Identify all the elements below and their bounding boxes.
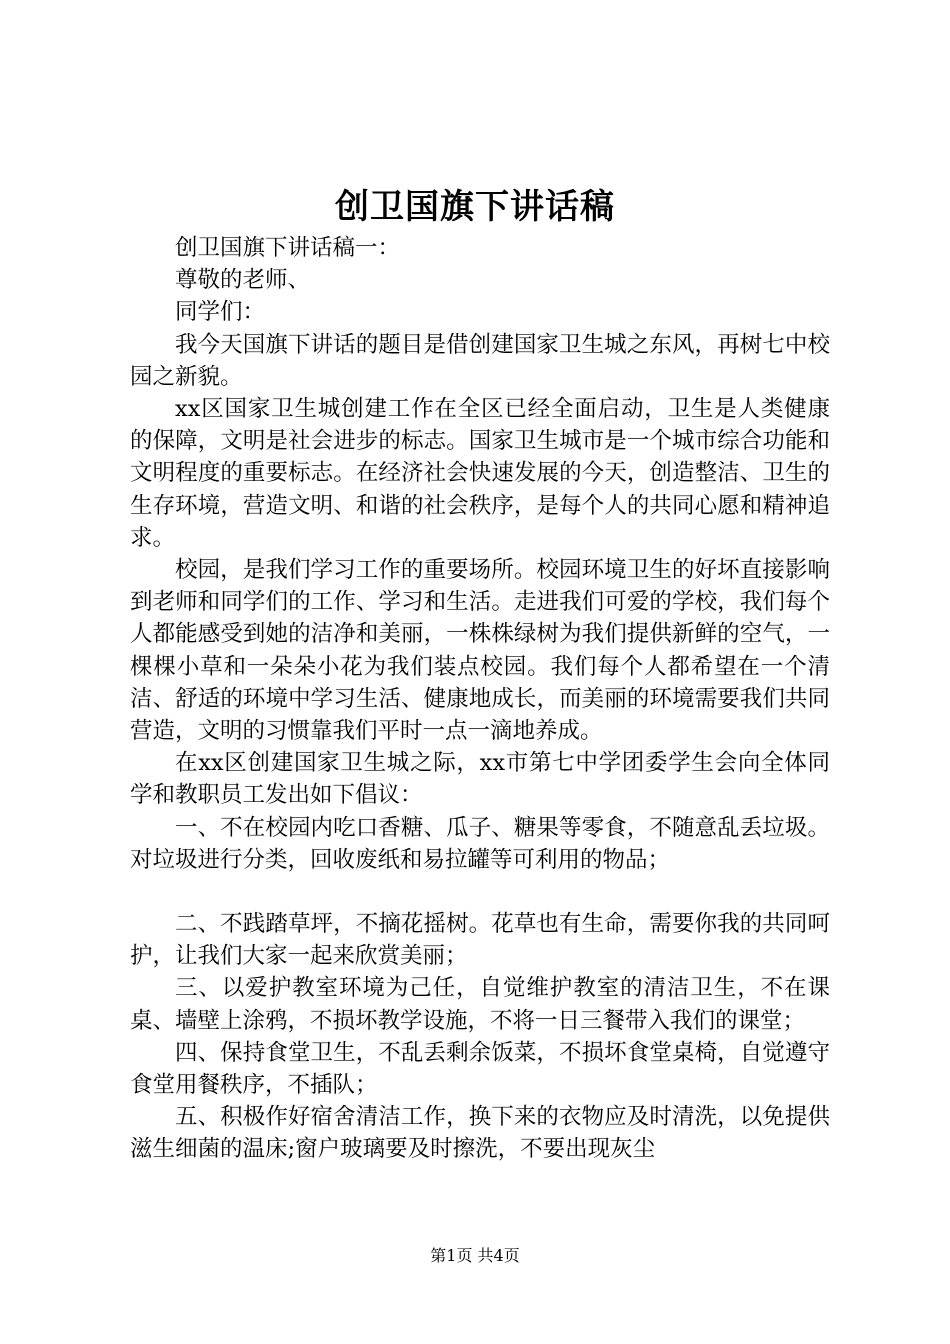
paragraph-item-4: 四、保持食堂卫生，不乱丢剩余饭菜，不损坏食堂桌椅，自觉遵守食堂用餐秩序，不插队； <box>130 1039 830 1099</box>
blank-line <box>130 876 830 908</box>
document-title: 创卫国旗下讲话稿 <box>335 187 615 227</box>
paragraph-proposal: 在xx区创建国家卫生城之际，xx市第七中学团委学生会向全体同学和教职员工发出如下倡议： <box>130 750 830 809</box>
paragraph-item-5: 五、积极作好宿舍清洁工作，换下来的衣物应及时清洗，以免提供滋生细菌的温床;窗户玻璃要及时擦洗，不要出现灰尘 <box>130 1104 830 1163</box>
paragraph-intro: xx区国家卫生城创建工作在全区已经全面启动，卫生是人类健康的保障，文明是社会进步的标志。国家卫生城市是一个城市综合功能和文明程度的重要标志。在经济社会快速发展的今天，创造整洁、卫生的生存环境，营造文明、和谐的社会秩序，是每个人的共同心愿和精神追求。 <box>130 396 830 551</box>
document-body <box>130 232 830 1166</box>
page-footer: 第1页 共4页 <box>430 1246 520 1265</box>
paragraph-campus: 校园，是我们学习工作的重要场所。校园环境卫生的好坏直接影响到老师和同学们的工作、学习和生活。走进我们可爱的学校，我们每个人都能感受到她的洁净和美丽，一株株绿树为我们提供新鲜的空气，一棵棵小草和一朵朵小花为我们装点校园。我们每个人都希望在一个清洁、舒适的环境中学习生活、健康地成长，而美丽的环境需要我们共同营造，文明的习惯靠我们平时一点一滴地养成。 <box>130 557 830 745</box>
paragraph-heading: 创卫国旗下讲话稿一： <box>175 235 401 261</box>
paragraph-item-1: 一、不在校园内吃口香糖、瓜子、糖果等零食，不随意乱丢垃圾。对垃圾进行分类，回收废纸和易拉罐等可利用的物品； <box>130 814 830 873</box>
paragraph-item-3: 三、以爱护教室环境为己任，自觉维护教室的清洁卫生，不在课桌、墙壁上涂鸦，不损坏教学设施，不将一日三餐带入我们的课堂； <box>130 975 830 1034</box>
paragraph-salutation-1: 尊敬的老师、 <box>175 267 311 294</box>
paragraph-salutation-2: 同学们： <box>175 299 266 326</box>
paragraph-topic: 我今天国旗下讲话的题目是借创建国家卫生城之东风，再树七中校园之新貌。 <box>130 331 830 390</box>
paragraph-item-2: 二、不践踏草坪，不摘花摇树。花草也有生命，需要你我的共同呵护，让我们大家一起来欣赏美丽； <box>130 911 830 970</box>
